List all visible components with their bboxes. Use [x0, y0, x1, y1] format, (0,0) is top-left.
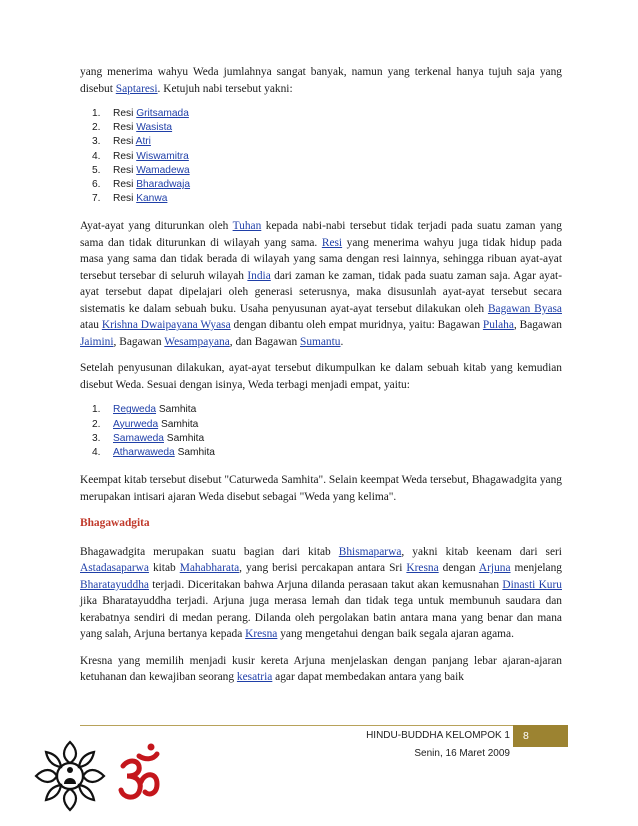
- link-wasista[interactable]: Wasista: [136, 122, 173, 134]
- link-gritsamada[interactable]: Gritsamada: [136, 108, 189, 119]
- text: .: [340, 335, 344, 348]
- paragraph-bhagawadgita: [80, 544, 562, 643]
- link-wiswamitra[interactable]: Wiswamitra: [136, 150, 189, 162]
- link-krishna-dwaipayana-wyasa[interactable]: Krishna Dwaipayana Wyasa: [101, 319, 231, 332]
- link-samaweda[interactable]: Samaweda: [113, 432, 164, 444]
- list-item: [80, 178, 562, 192]
- text: Resi: [113, 193, 137, 205]
- list-number: 3.: [92, 432, 101, 444]
- text: Ayat-ayat yang diturunkan oleh: [80, 220, 233, 233]
- link-arjuna[interactable]: Arjuna: [478, 562, 511, 575]
- text: Kresna yang memilih menjadi kusir kereta Arjuna menjelaskan dengan panjang lebar ajaran-ajaran ketuhanan dan kewajiban seorang: [80, 654, 562, 684]
- text: dari zaman ke zaman, tidak pada suatu zaman saja. Agar ayat-ayat tersebut dapat dipelajari oleh generasi seterusnya, maka disusunlah ayat-ayat tersebut secara sistematis ke dalam sebuah buku. Usaha penyusunan ayat-ayat tersebut dilakukan oleh: [80, 269, 562, 315]
- list-number: 4.: [92, 150, 101, 162]
- text: Resi: [113, 136, 136, 148]
- section-heading: Bhagawadgita: [80, 517, 150, 530]
- link-regweda[interactable]: Regweda: [113, 404, 157, 416]
- text: dengan: [438, 562, 479, 575]
- link-astadasaparwa[interactable]: Astadasaparwa: [80, 562, 149, 575]
- resi-list: [80, 107, 562, 206]
- link-jaimini[interactable]: Jaimini: [80, 335, 114, 348]
- paragraph-intro: [80, 64, 562, 97]
- page-number: 8: [513, 725, 568, 747]
- link-dinasti-kuru[interactable]: Dinasti Kuru: [502, 578, 562, 591]
- list-item: [80, 418, 562, 432]
- list-item: [80, 446, 562, 460]
- text: , Bagawan: [113, 335, 165, 348]
- text: menjelang: [510, 562, 562, 575]
- link-kanwa[interactable]: Kanwa: [136, 193, 168, 205]
- weda-list: [80, 403, 562, 460]
- text: jika Bharatayuddha terjadi. Arjuna juga merasa lemah dan tidak tega untuk membunuh saudara dan kerabatnya sendiri di medan perang. Dilanda oleh pergolakan batin antara mana yang benar dan mana yang salah, Arjuna bertanya kepada: [80, 595, 562, 641]
- list-item: [80, 135, 562, 149]
- link-saptaresi[interactable]: Saptaresi: [115, 82, 158, 95]
- text: agar dapat membedakan antara yang baik: [272, 671, 464, 684]
- link-resi[interactable]: Resi: [321, 236, 343, 249]
- list-item: [80, 164, 562, 178]
- mandala-logo-icon: [30, 736, 110, 816]
- link-kresna[interactable]: Kresna: [406, 562, 439, 575]
- paragraph-kresna: [80, 653, 562, 686]
- link-wamadewa[interactable]: Wamadewa: [136, 164, 190, 176]
- link-sumantu[interactable]: Sumantu: [299, 335, 341, 348]
- list-number: 1.: [92, 404, 101, 416]
- list-number: 5.: [92, 164, 101, 176]
- text: Resi: [113, 122, 137, 134]
- list-item: [80, 121, 562, 135]
- link-wesampayana[interactable]: Wesampayana: [164, 335, 230, 348]
- text: Samhita: [163, 432, 205, 444]
- text: yang menerima wahyu Weda jumlahnya sangat banyak, namun yang terkenal hanya tujuh saja yang disebut: [80, 66, 562, 95]
- om-symbol-icon: [115, 742, 163, 802]
- text: Samhita: [156, 404, 197, 416]
- link-bharadwaja[interactable]: Bharadwaja: [136, 179, 191, 191]
- text: . Ketujuh nabi tersebut yakni:: [157, 82, 293, 95]
- link-ayurweda[interactable]: Ayurweda: [113, 418, 159, 430]
- text: Samhita: [174, 447, 215, 459]
- link-kesatria[interactable]: kesatria: [236, 671, 273, 684]
- link-bharatayuddha[interactable]: Bharatayuddha: [80, 578, 149, 591]
- list-number: 7.: [92, 193, 101, 205]
- text: , Bagawan: [513, 319, 562, 332]
- text: yang mengetahui dengan baik segala ajaran agama.: [277, 628, 514, 641]
- list-item: [80, 107, 562, 121]
- list-item: [80, 432, 562, 446]
- text: kitab: [148, 562, 180, 575]
- list-number: 1.: [92, 108, 101, 119]
- text: terjadi. Diceritakan bahwa Arjuna dilanda perasaan takut akan kemusnahan: [148, 578, 503, 591]
- list-number: 3.: [92, 136, 101, 148]
- text: atau: [80, 319, 102, 332]
- text: Resi: [113, 179, 137, 191]
- text: Bhagawadgita merupakan suatu bagian dari kitab: [80, 545, 339, 558]
- link-atri[interactable]: Atri: [135, 136, 151, 148]
- link-pulaha[interactable]: Pulaha: [482, 319, 514, 332]
- link-bhismaparwa[interactable]: Bhismaparwa: [338, 545, 402, 558]
- list-number: 2.: [92, 418, 101, 430]
- footer-title: HINDU-BUDDHA KELOMPOK 1: [366, 730, 510, 741]
- link-india[interactable]: India: [247, 269, 271, 282]
- text: dengan dibantu oleh empat muridnya, yaitu: Bagawan: [230, 319, 483, 332]
- document-body: [80, 64, 562, 696]
- text: , dan Bagawan: [229, 335, 300, 348]
- list-item: [80, 192, 562, 206]
- link-tuhan[interactable]: Tuhan: [232, 220, 262, 233]
- text: kepada nabi-nabi tersebut tidak terjadi pada suatu zaman yang sama dan tidak diturunkan di wilayah yang sama.: [80, 220, 563, 249]
- paragraph-penyusunan: Setelah penyusunan dilakukan, ayat-ayat tersebut dikumpulkan ke dalam sebuah kitab yang kemudian disebut Weda. Sesuai dengan isinya, Weda terbagi menjadi empat, yaitu:: [80, 362, 562, 391]
- text: Resi: [113, 164, 137, 176]
- list-number: 4.: [92, 447, 101, 459]
- list-number: 6.: [92, 179, 101, 191]
- link-kresna[interactable]: Kresna: [245, 628, 278, 641]
- footer-divider: [80, 725, 568, 726]
- paragraph-ayat: [80, 218, 562, 350]
- text: Samhita: [158, 418, 199, 430]
- link-atharwaweda[interactable]: Atharwaweda: [113, 447, 175, 459]
- text: Resi: [113, 108, 137, 119]
- footer-date: Senin, 16 Maret 2009: [414, 748, 510, 759]
- paragraph-caturweda: Keempat kitab tersebut disebut "Caturweda Samhita". Selain keempat Weda tersebut, Bhagawadgita yang merupakan intisari ajaran Weda disebut sebagai "Weda yang kelima".: [80, 474, 562, 503]
- text: Resi: [113, 150, 137, 162]
- list-number: 2.: [92, 122, 101, 134]
- text: yang menerima wahyu juga tidak hidup pada masa yang sama dan tidak berada di wilayah yang sama dengan resi lainnya, sehingga ribuan ayat-ayat tersebut tersebar di seluruh wilayah: [80, 236, 562, 282]
- link-mahabharata[interactable]: Mahabharata: [179, 562, 240, 575]
- link-bagawan-byasa[interactable]: Bagawan Byasa: [487, 302, 562, 315]
- list-item: [80, 150, 562, 164]
- text: , yang berisi percakapan antara Sri: [239, 562, 407, 575]
- text: , yakni kitab keenam dari seri: [401, 545, 562, 558]
- list-item: [80, 403, 562, 417]
